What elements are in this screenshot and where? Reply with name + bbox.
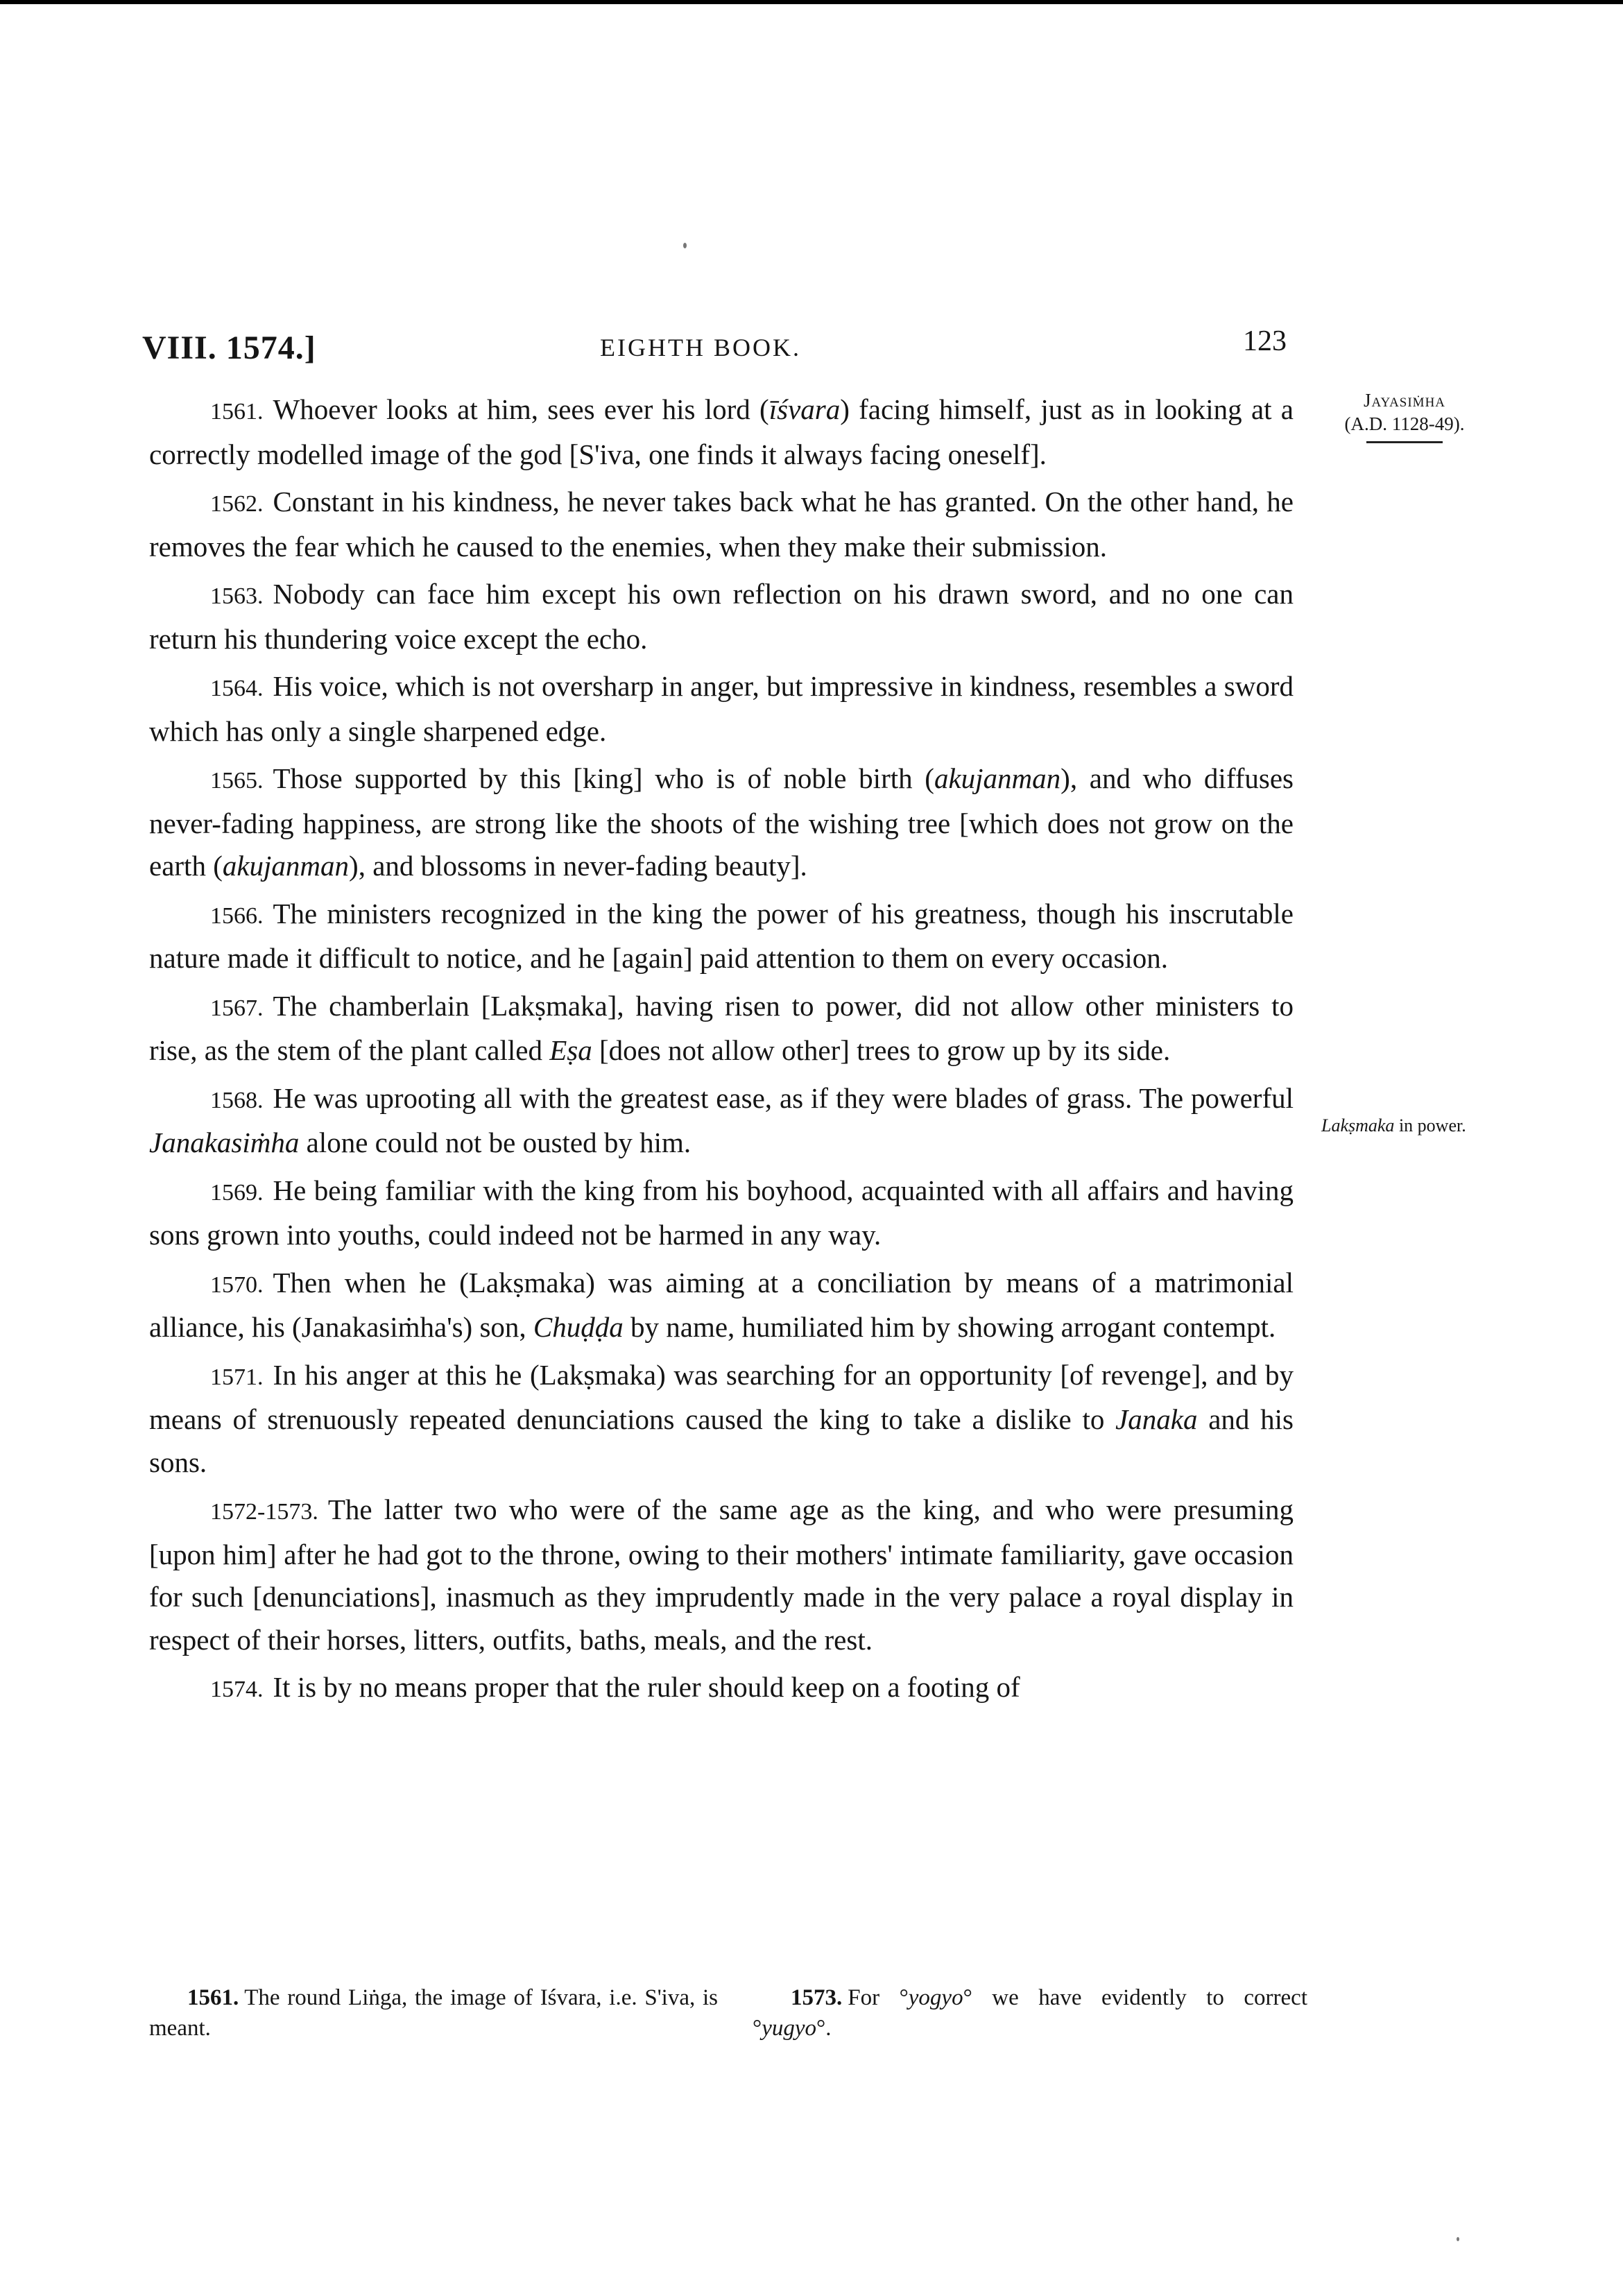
- text-run: The latter two who were of the same age as the king, and who were presuming [upon him] after he had got to the throne, owing to their mothers' intimate familiarity, gave occasion for such [denunciations], inasmuch as they imprudently made in the very palace a royal display in respect of their horses, litters, outfits, baths, meals, and the rest.: [149, 1493, 1294, 1656]
- margin-topic-name: Lakṣmaka: [1321, 1115, 1395, 1136]
- section-reference: VIII. 1574.]: [142, 329, 316, 366]
- text-run: The chamberlain [Lakṣmaka], having risen to power, did not allow other ministers to rise, as the stem of the plant called: [149, 989, 1294, 1066]
- footnote-number: 1561.: [187, 1985, 239, 2010]
- italic-term: akujanman: [222, 850, 350, 882]
- text-run: For °: [848, 1985, 909, 2010]
- verse-number: 1571.: [210, 1364, 264, 1390]
- verse-number: 1562.: [210, 491, 264, 517]
- margin-rule: [1366, 441, 1443, 443]
- margin-ruler-note: [1321, 388, 1488, 443]
- italic-term: yugyo: [762, 2016, 816, 2041]
- ruler-name: Jayasiṁha: [1363, 390, 1446, 411]
- verse-number: 1568.: [210, 1087, 264, 1113]
- text-run: alone could not be ousted by him.: [299, 1126, 692, 1158]
- italic-term: Eṣa: [549, 1034, 592, 1066]
- footnote: [149, 1982, 718, 2044]
- footnote: [753, 1982, 1307, 2044]
- verse-number: 1565.: [210, 768, 264, 794]
- text-run: ) facing himself, just as in looking at a correctly modelled image of the god [S'iva, one finds it always facing oneself].: [149, 393, 1294, 470]
- page-number: 123: [1243, 325, 1287, 357]
- text-run: ), and who diffuses never-fading happiness, are strong like the shoots of the wishing tree [which does not grow on the earth (: [149, 762, 1294, 882]
- text-run: The ministers recognized in the king the power of his greatness, though his inscrutable nature made it difficult to notice, and he [again] paid attention to them on every occasion.: [149, 897, 1294, 974]
- scan-speck: [683, 243, 687, 248]
- verse-text: [149, 388, 1294, 1716]
- verse-paragraph: [149, 1077, 1294, 1165]
- verse-paragraph: [149, 481, 1294, 568]
- verse-paragraph: [149, 757, 1294, 888]
- ruler-dates: (A.D. 1128-49).: [1344, 413, 1465, 434]
- verse-paragraph: [149, 893, 1294, 980]
- verse-number: 1561.: [210, 399, 264, 425]
- text-run: ° we have evidently to correct °: [753, 1985, 1307, 2041]
- verse-number: 1566.: [210, 902, 264, 929]
- italic-term: akujanman: [934, 762, 1061, 794]
- verse-number: 1574.: [210, 1677, 264, 1702]
- verse-number: 1570.: [210, 1271, 264, 1298]
- footnote-number: 1573.: [791, 1985, 843, 2010]
- text-run: by name, humiliated him by showing arrogant contempt.: [623, 1311, 1276, 1343]
- verse-paragraph: [149, 1354, 1294, 1484]
- text-run: Whoever looks at him, sees ever his lord (: [273, 393, 769, 425]
- verse-paragraph: [149, 1489, 1294, 1661]
- text-run: He being familiar with the king from his boyhood, acquainted with all affairs and having sons grown into youths, could indeed not be harmed in any way.: [149, 1174, 1294, 1251]
- verse-paragraph: [149, 1666, 1294, 1711]
- italic-term: īśvara: [768, 393, 841, 425]
- italic-term: Janakasiṁha: [149, 1126, 300, 1158]
- italic-term: yogyo: [908, 1985, 963, 2010]
- text-run: Then when he (Lakṣmaka) was aiming at a conciliation by means of a matrimonial alliance, his (Janakasiṁha's) son,: [149, 1266, 1294, 1343]
- verse-paragraph: [149, 388, 1294, 476]
- verse-paragraph: [149, 573, 1294, 660]
- verse-paragraph: [149, 1170, 1294, 1257]
- text-run: Nobody can face him except his own reflection on his drawn sword, and no one can return his thundering voice except the echo.: [149, 578, 1294, 655]
- scan-speck: [1457, 2237, 1459, 2241]
- book-title: EIGHTH BOOK.: [600, 334, 801, 361]
- verse-number: 1567.: [210, 995, 264, 1021]
- verse-paragraph: [149, 1262, 1294, 1349]
- text-run: [does not allow other] trees to grow up by its side.: [592, 1034, 1171, 1066]
- italic-term: Janaka: [1115, 1403, 1198, 1435]
- text-run: His voice, which is not oversharp in anger, but impressive in kindness, resembles a sword which has only a single sharpened edge.: [149, 670, 1294, 747]
- text-run: He was uprooting all with the greatest ease, as if they were blades of grass. The powerful: [273, 1081, 1294, 1114]
- verse-paragraph: [149, 985, 1294, 1072]
- text-run: Constant in his kindness, he never takes back what he has granted. On the other hand, he removes the fear which he caused to the enemies, when they make their submission.: [149, 486, 1294, 563]
- scan-edge-line: [0, 0, 1623, 4]
- verse-number: 1569.: [210, 1179, 264, 1206]
- text-run: Those supported by this [king] who is of noble birth (: [273, 762, 934, 794]
- running-header: [142, 325, 1287, 375]
- text-run: °.: [816, 2016, 832, 2041]
- verse-paragraph: [149, 665, 1294, 753]
- italic-term: Chuḍḍa: [533, 1311, 624, 1343]
- text-run: The round Liṅga, the image of Iśvara, i.e. S'iva, is meant.: [149, 1985, 718, 2041]
- text-run: ), and blossoms in never-fading beauty].: [349, 850, 807, 882]
- text-run: and his sons.: [149, 1403, 1294, 1478]
- verse-number: 1563.: [210, 583, 264, 609]
- text-run: It is by no means proper that the ruler should keep on a footing of: [273, 1671, 1020, 1703]
- margin-topic-rest: in power.: [1398, 1115, 1466, 1136]
- verse-number: 1564.: [210, 676, 264, 701]
- verse-number: 1572-1573.: [210, 1499, 318, 1525]
- margin-topic-note: [1321, 1115, 1529, 1136]
- text-run: In his anger at this he (Lakṣmaka) was searching for an opportunity [of revenge], and by means of strenuously repeated denunciations caused the king to take a dislike to: [149, 1358, 1294, 1435]
